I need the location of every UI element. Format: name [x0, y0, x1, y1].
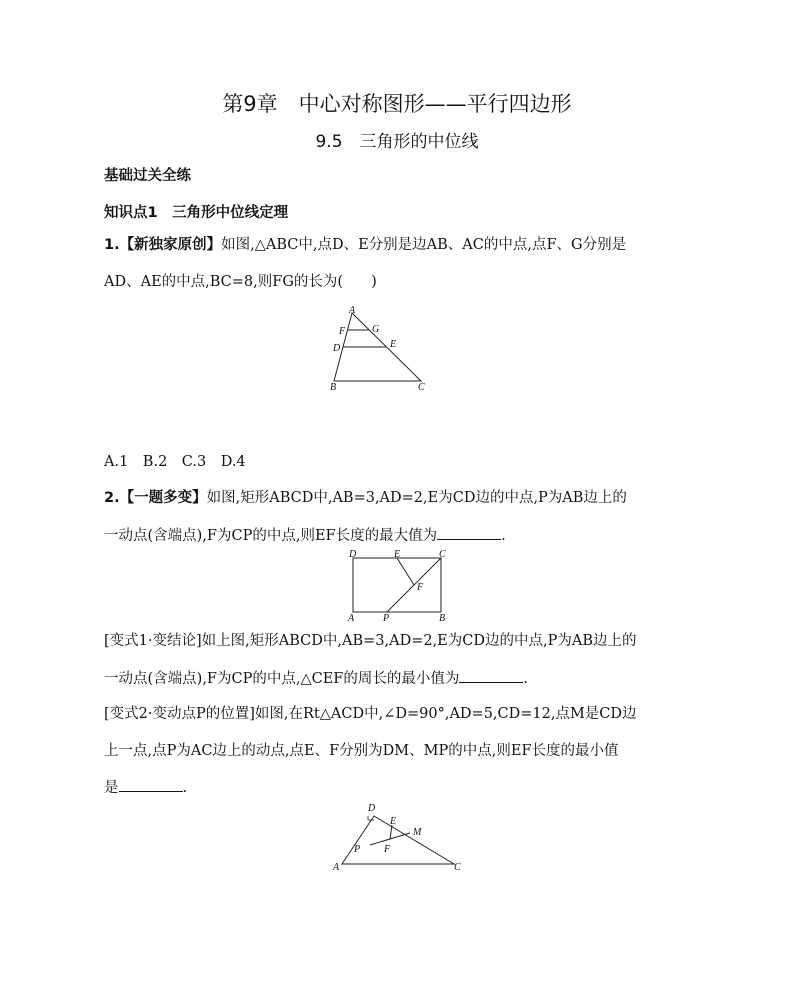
label-b: B — [330, 382, 337, 392]
label-e: E — [390, 816, 397, 827]
v1-text2: 一动点(含端点),F为CP的中点,△CEF的周长的最小值为 — [104, 671, 460, 687]
v2-period: . — [182, 780, 188, 796]
segment-ef — [397, 558, 414, 585]
label-p: P — [354, 844, 361, 855]
q1-tag: 1.【新独家原创】 — [104, 237, 222, 253]
label-m: M — [413, 827, 422, 838]
chapter-title: 第9章 中心对称图形——平行四边形 — [222, 92, 572, 116]
label-d: D — [368, 803, 376, 814]
q2-rectangle-figure — [343, 548, 455, 624]
label-f: F — [384, 844, 391, 855]
label-g: G — [372, 324, 380, 335]
q1-text1: 如图,△ABC中,点D、E分别是边AB、AC的中点,点F、G分别是 — [221, 237, 627, 253]
segment-ef — [390, 825, 392, 839]
q1-triangle-figure — [326, 306, 430, 392]
v2-answer-blank[interactable] — [119, 777, 183, 792]
label-d: D — [349, 549, 357, 560]
label-p: P — [383, 613, 390, 624]
label-f: F — [417, 582, 424, 593]
label-c: C — [439, 549, 446, 560]
practice-heading: 基础过关全练 — [104, 168, 191, 184]
q1-options: A.1 B.2 C.3 D.4 — [104, 454, 246, 470]
label-c: C — [418, 382, 425, 392]
v2-triangle-figure — [330, 800, 466, 872]
q2-answer-blank[interactable] — [437, 525, 501, 540]
q1-line2 — [104, 272, 377, 292]
v1-answer-blank[interactable] — [459, 668, 523, 683]
knowledge-point-heading: 知识点1 三角形中位线定理 — [104, 205, 289, 221]
label-d: D — [333, 343, 341, 354]
q1-line1 — [104, 235, 626, 255]
q2-period: . — [501, 528, 506, 544]
label-e: E — [394, 549, 401, 560]
v1-line2 — [104, 668, 528, 689]
triangle-acd — [342, 816, 454, 864]
label-a: A — [348, 613, 355, 624]
q1-close-paren: ) — [371, 274, 377, 290]
section-title: 9.5 三角形的中位线 — [315, 132, 479, 152]
v2-text3: 是 — [104, 780, 119, 796]
rectangle-abcd — [353, 558, 441, 612]
q2-text2: 一动点(含端点),F为CP的中点,则EF长度的最大值为 — [104, 528, 438, 544]
q2-text1: 如图,矩形ABCD中,AB=3,AD=2,E为CD边的中点,P为AB边上的 — [206, 490, 627, 506]
label-a: A — [333, 862, 340, 872]
label-f: F — [339, 326, 346, 337]
label-b: B — [439, 613, 446, 624]
v1-period: . — [523, 671, 528, 687]
v2-line3 — [104, 777, 187, 798]
label-e: E — [390, 339, 397, 350]
q1-text2: AD、AE的中点,BC=8,则FG的长为( — [104, 274, 344, 290]
v2-line2: 上一点,点P为AC边上的动点,点E、F分别为DM、MP的中点,则EF长度的最小值 — [104, 743, 619, 759]
q2-line2 — [104, 525, 506, 546]
v2-line1: [变式2·变动点P的位置]如图,在Rt△ACD中,∠D=90°,AD=5,CD=12,点M是CD边 — [104, 706, 637, 722]
v1-line1: [变式1·变结论]如上图,矩形ABCD中,AB=3,AD=2,E为CD边的中点,P为AB边上的 — [104, 633, 637, 649]
label-c: C — [454, 862, 461, 872]
q2-tag: 2.【一题多变】 — [104, 490, 207, 506]
q2-line1 — [104, 488, 627, 508]
label-a: A — [349, 306, 356, 316]
